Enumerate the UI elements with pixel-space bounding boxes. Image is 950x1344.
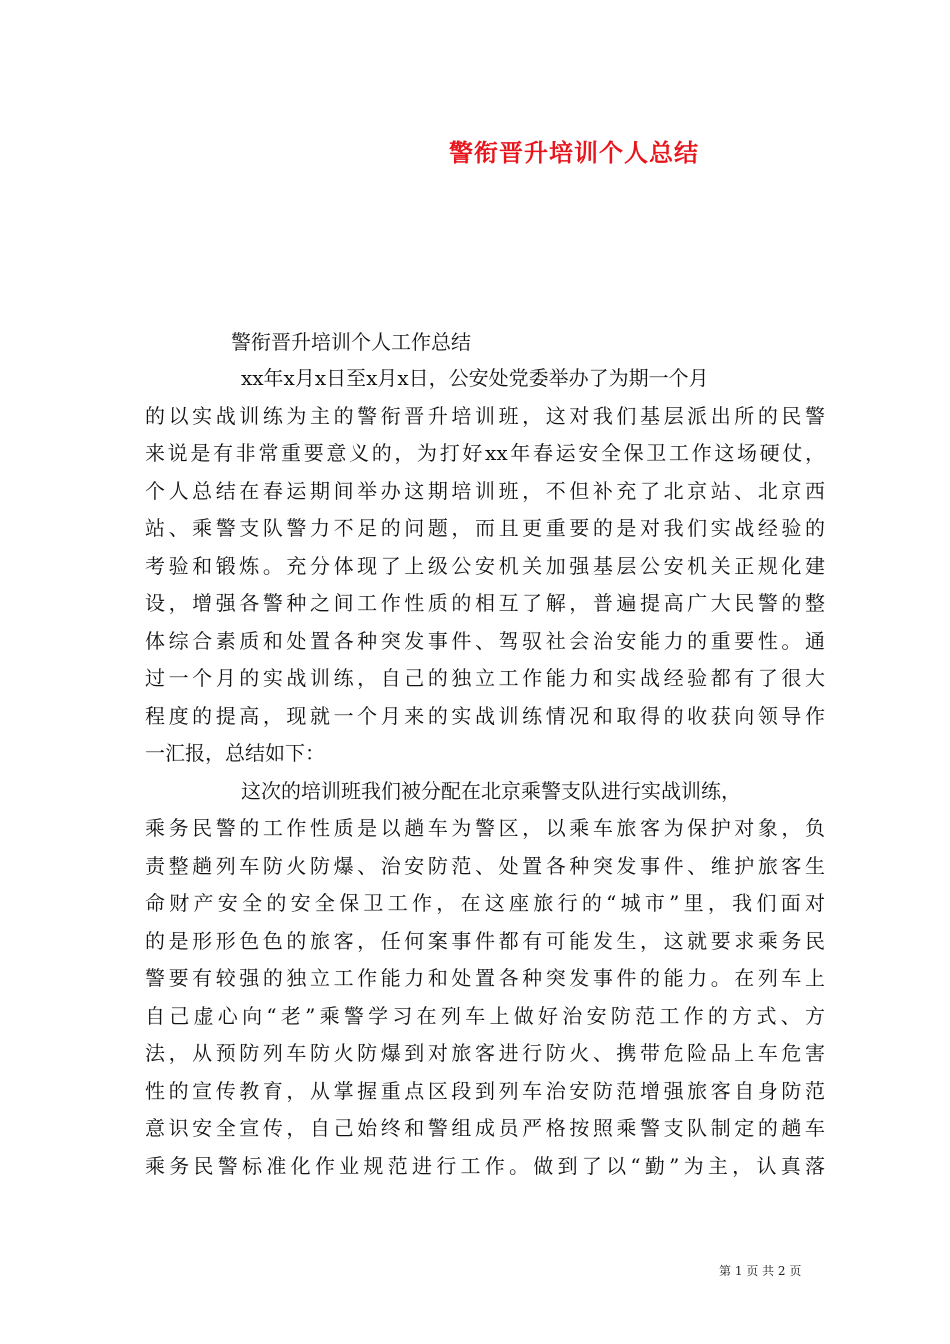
paragraph-line: 命财产安全的安全保卫工作，在这座旅行的“城市”里，我们面对	[145, 891, 825, 915]
paragraph-line: 法，从预防列车防火防爆到对旅客进行防火、携带危险品上车危害	[145, 1041, 825, 1065]
paragraph-line: 乘务民警标准化作业规范进行工作。做到了以“勤”为主，认真落	[145, 1153, 825, 1178]
paragraph-line: xx年x月x日至x月x日，公安处党委举办了为期一个月	[241, 366, 709, 390]
paragraph-line: 个人总结在春运期间举办这期培训班，不但补充了北京站、北京西	[145, 478, 825, 503]
paragraph-line: 这次的培训班我们被分配在北京乘警支队进行实战训练，	[241, 778, 741, 803]
paragraph-line: 来说是有非常重要意义的，为打好xx年春运安全保卫工作这场硬仗，	[145, 441, 825, 465]
page-number: 第 1 页 共 2 页	[719, 1264, 802, 1278]
paragraph-line: 程度的提高，现就一个月来的实战训练情况和取得的收获向领导作	[145, 703, 825, 728]
paragraph-line: 考验和锻炼。充分体现了上级公安机关加强基层公安机关正规化建	[145, 553, 825, 578]
paragraph-line: 的以实战训练为主的警衔晋升培训班，这对我们基层派出所的民警	[145, 403, 825, 428]
document-subtitle: 警衔晋升培训个人工作总结	[231, 330, 471, 354]
paragraph-line: 自己虚心向“老”乘警学习在列车上做好治安防范工作的方式、方	[145, 1003, 825, 1028]
document-body	[145, 360, 825, 1185]
paragraph-line: 警要有较强的独立工作能力和处置各种突发事件的能力。在列车上	[145, 966, 825, 990]
paragraph-line: 设，增强各警种之间工作性质的相互了解，普遍提高广大民警的整	[145, 591, 825, 615]
paragraph-line: 站、乘警支队警力不足的问题，而且更重要的是对我们实战经验的	[145, 516, 825, 540]
paragraph-line: 的是形形色色的旅客，任何案事件都有可能发生，这就要求乘务民	[145, 928, 825, 953]
paragraph-line: 责整趟列车防火防爆、治安防范、处置各种突发事件、维护旅客生	[145, 853, 825, 878]
paragraph-line: 一汇报，总结如下：	[145, 741, 325, 765]
paragraph-line: 体综合素质和处置各种突发事件、驾驭社会治安能力的重要性。通	[145, 628, 825, 653]
paragraph-line: 意识安全宣传，自己始终和警组成员严格按照乘警支队制定的趟车	[145, 1116, 825, 1140]
paragraph-line: 过一个月的实战训练，自己的独立工作能力和实战经验都有了很大	[145, 666, 825, 690]
document-title: 警衔晋升培训个人总结	[449, 138, 699, 167]
paragraph-line: 乘务民警的工作性质是以趟车为警区，以乘车旅客为保护对象，负	[145, 816, 825, 840]
paragraph-line: 性的宣传教育，从掌握重点区段到列车治安防范增强旅客自身防范	[145, 1078, 825, 1103]
paragraph-2	[145, 773, 825, 1186]
paragraph-1	[145, 360, 825, 773]
